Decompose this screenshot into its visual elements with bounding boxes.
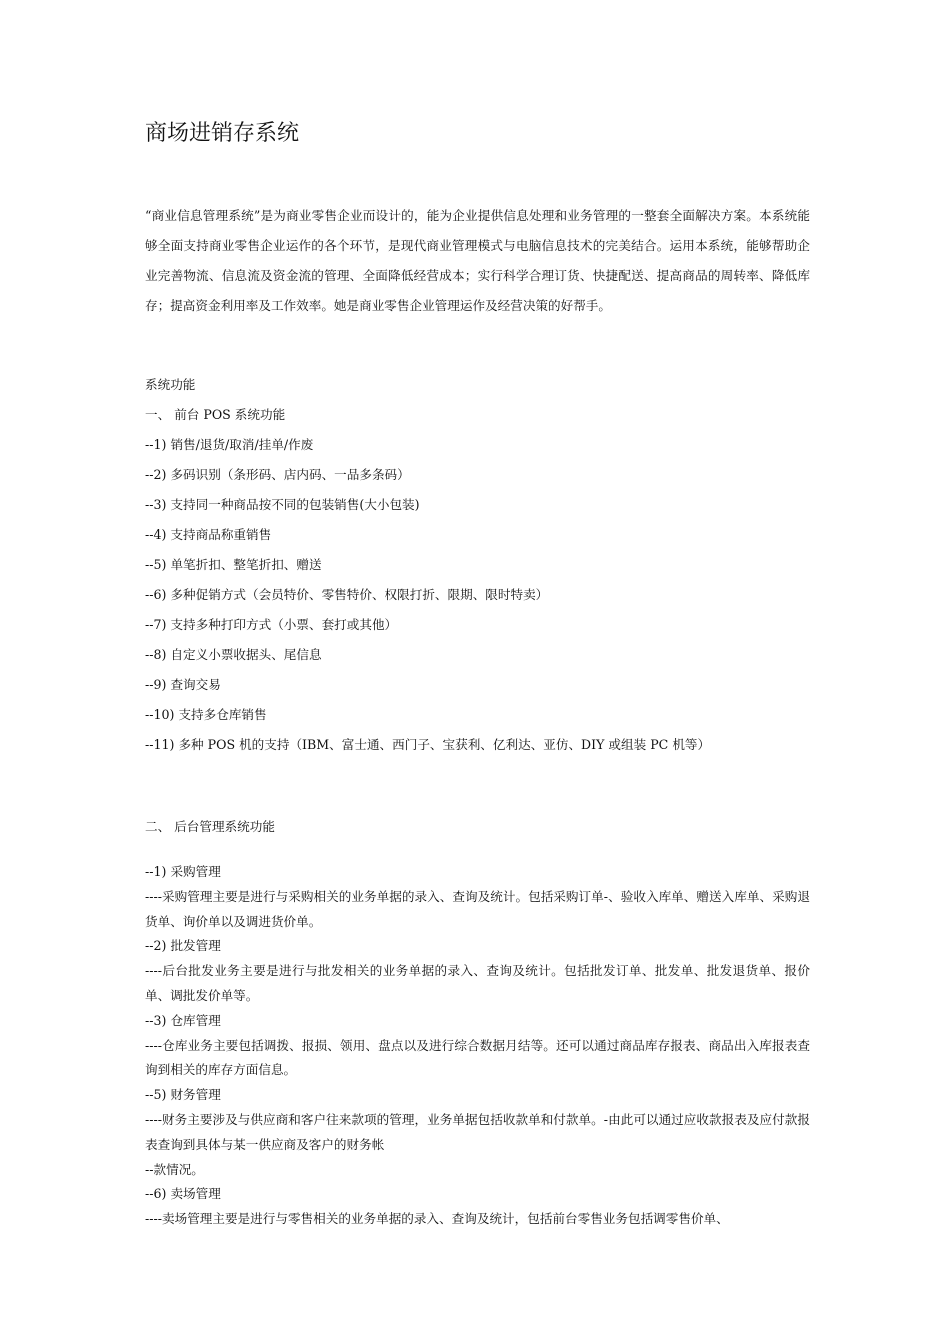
item-description-wholesale: ----后台批发业务主要是进行与批发相关的业务单据的录入、查询及统计。包括批发订单、批发单、批发退货单、报价单、调批发价单等。 <box>145 963 810 1003</box>
list-item: --10) 支持多仓库销售 <box>145 707 267 722</box>
document-title: 商场进销存系统 <box>145 121 300 146</box>
list-item: --3) 支持同一种商品按不同的包装销售(大小包装) <box>145 497 420 512</box>
list-item: --8) 自定义小票收据头、尾信息 <box>145 647 322 662</box>
list-item: --5) 单笔折扣、整笔折扣、赠送 <box>145 557 322 572</box>
item-heading-finance: --5) 财务管理 <box>145 1087 221 1103</box>
section2-block <box>145 860 810 1232</box>
list-item: --11) 多种 POS 机的支持（IBM、富士通、西门子、宝获利、亿利达、亚仿、DIY 或组装 PC 机等） <box>145 737 711 752</box>
section1-heading: 一、 前台 POS 系统功能 <box>145 407 286 422</box>
item-tail-finance: --款情况。 <box>145 1161 204 1177</box>
section2-heading-block <box>145 812 810 842</box>
item-heading-warehouse: --3) 仓库管理 <box>145 1012 221 1028</box>
item-description-finance: ----财务主要涉及与供应商和客户往来款项的管理，业务单据包括收款单和付款单。-由此可以通过应收款报表及应付款报表查询到具体与某一供应商及客户的财务帐 <box>145 1111 810 1152</box>
list-item: --2) 多码识别（条形码、店内码、一品多条码） <box>145 467 410 482</box>
intro-paragraph: “商业信息管理系统”是为商业零售企业而设计的，能为企业提供信息处理和业务管理的一整套全面解决方案。本系统能够全面支持商业零售企业运作的各个环节，是现代商业管理模式与电脑信息技术的完美结合。运用本系统，能够帮助企业完善物流、信息流及资金流的管理、全面降低经营成本；实行科学合理订货、快捷配送、提高商品的周转率、降低库存；提高资金利用率及工作效率。她是商业零售企业管理运作及经营决策的好帮手。 <box>145 208 810 313</box>
list-item: --7) 支持多种打印方式（小票、套打或其他） <box>145 617 398 632</box>
list-item: --1) 销售/退货/取消/挂单/作废 <box>145 437 314 452</box>
item-heading-wholesale: --2) 批发管理 <box>145 938 221 954</box>
item-description-purchasing: ----采购管理主要是进行与采购相关的业务单据的录入、查询及统计。包括采购订单-、验收入库单、赠送入库单、采购退货单、询价单以及调进货价单。 <box>145 888 810 929</box>
list-item: --6) 多种促销方式（会员特价、零售特价、权限打折、限期、限时特卖） <box>145 587 549 602</box>
functions-heading: 系统功能 <box>145 377 196 392</box>
item-description-store: ----卖场管理主要是进行与零售相关的业务单据的录入、查询及统计，包括前台零售业务包括调零售价单、 <box>145 1211 729 1227</box>
item-heading-store: --6) 卖场管理 <box>145 1186 221 1202</box>
list-item: --4) 支持商品称重销售 <box>145 527 272 542</box>
list-item: --9) 查询交易 <box>145 677 221 692</box>
item-heading-purchasing: --1) 采购管理 <box>145 864 221 879</box>
item-description-warehouse: ----仓库业务主要包括调拨、报损、领用、盘点以及进行综合数据月结等。还可以通过商品库存报表、商品出入库报表查询到相关的库存方面信息。 <box>145 1037 810 1078</box>
section1-block <box>145 370 810 760</box>
section2-heading: 二、 后台管理系统功能 <box>145 819 275 834</box>
